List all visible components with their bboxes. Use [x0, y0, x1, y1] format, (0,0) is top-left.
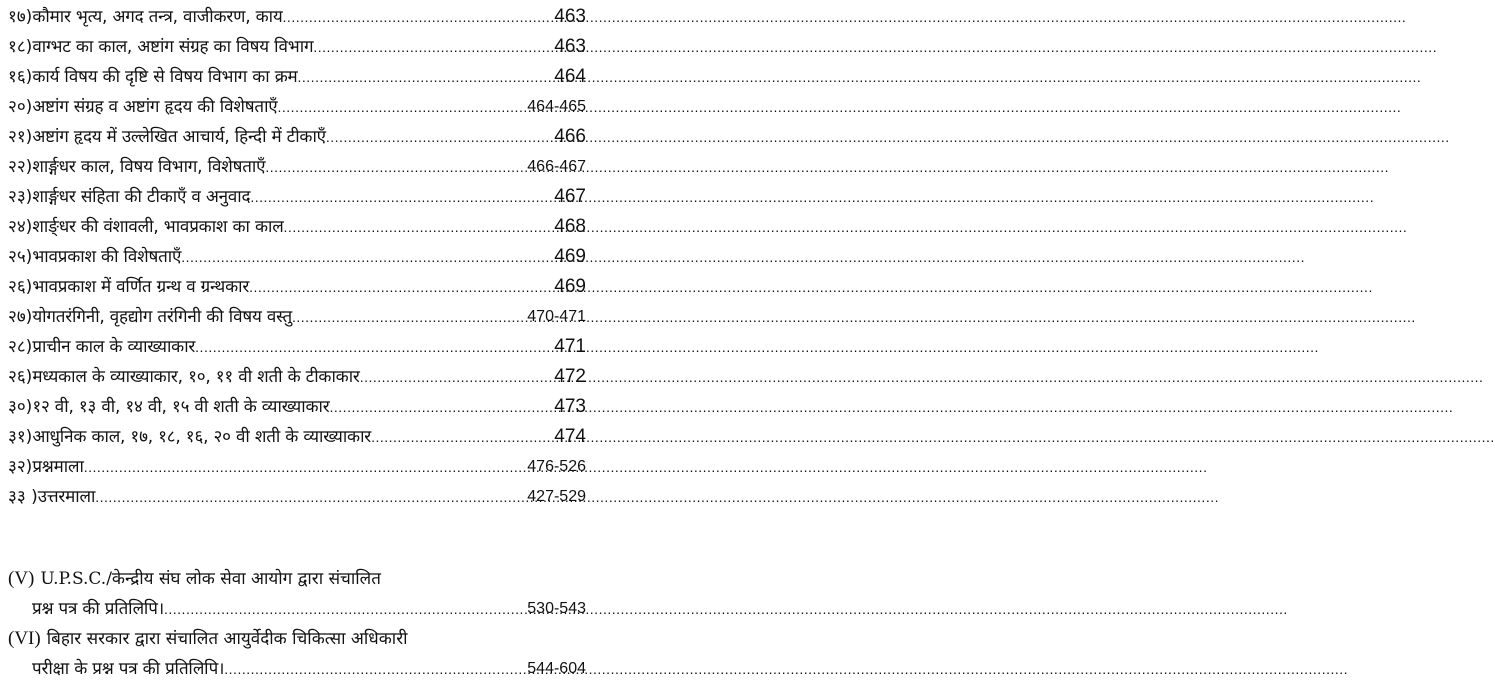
- dot-leader: [278, 96, 527, 118]
- toc-entry: [8, 30, 586, 58]
- entry-number: २६): [8, 367, 33, 387]
- toc-entry: [8, 420, 586, 448]
- appendix-title-line1: बिहार सरकार द्वारा संचालित आयुर्वेदीक चिकित्सा अधिकारी: [46, 629, 408, 649]
- entry-title: अष्टांग संग्रह व अष्टांग हृदय की विशेषताएँ: [32, 97, 278, 117]
- entry-title: १२ वी, १३ वी, १४ वी, १५ वी शती के व्याख्याकार: [32, 397, 330, 417]
- entry-number: २१): [8, 127, 33, 147]
- entry-title: शार्ङ्गधर काल, विषय विभाग, विशेषताएँ: [32, 157, 266, 177]
- dot-leader: [249, 276, 553, 298]
- entry-title: भावप्रकाश में वर्णित ग्रन्थ व ग्रन्थकार: [32, 277, 250, 297]
- entry-number: २४): [8, 217, 33, 237]
- dot-leader: [265, 156, 526, 178]
- entry-number: १७): [8, 7, 33, 27]
- entry-page: 427-529: [527, 488, 586, 505]
- appendix-number: (VI): [8, 628, 41, 649]
- entry-page: 463: [554, 36, 586, 57]
- dot-leader: [371, 426, 553, 448]
- entry-title: कौमार भृत्य, अगद तन्त्र, वाजीकरण, काय: [32, 7, 283, 27]
- appendix-subline: [8, 652, 586, 680]
- entry-page: 468: [554, 216, 586, 237]
- entry-title: अष्टांग हृदय में उल्लेखित आचार्य, हिन्दी में टीकाएँ: [32, 127, 326, 147]
- dot-leader: [181, 246, 553, 268]
- entry-page: 474: [554, 426, 586, 447]
- dot-leader: [326, 126, 553, 148]
- entry-page: 464: [554, 66, 586, 87]
- entry-page: 466: [554, 126, 586, 147]
- entry-page: 469: [554, 276, 586, 297]
- toc-entry: [8, 390, 586, 418]
- entry-page: 476-526: [527, 458, 586, 475]
- entry-title: कार्य विषय की दृष्टि से विषय विभाग का क्रम: [32, 67, 298, 87]
- entry-page: 466-467: [527, 158, 586, 175]
- appendix-entry: [8, 566, 586, 620]
- dot-leader: [298, 66, 554, 88]
- dot-leader: [84, 456, 527, 478]
- entry-page: 470-471: [527, 308, 586, 325]
- entry-page: 469: [554, 246, 586, 267]
- entry-page: 463: [554, 6, 586, 27]
- entry-number: १८): [8, 37, 33, 57]
- toc-entry: [8, 180, 586, 208]
- toc-entry: [8, 270, 586, 298]
- appendix-subline: [8, 592, 586, 620]
- dot-leader: [283, 6, 554, 28]
- dot-leader: [250, 186, 553, 208]
- toc-entry: [8, 150, 586, 178]
- entry-number: १६): [8, 67, 33, 87]
- appendix-entry: [8, 626, 586, 680]
- entry-page: 464-465: [527, 98, 586, 115]
- entry-number: २५): [8, 247, 33, 267]
- entry-number: ३३ ): [8, 487, 38, 507]
- dot-leader: [224, 658, 526, 680]
- appendix-heading: [8, 626, 586, 652]
- toc-entry: [8, 210, 586, 238]
- entry-page: 467: [554, 186, 586, 207]
- toc-entry: [8, 120, 586, 148]
- toc-entry: [8, 300, 586, 328]
- dot-leader: [195, 336, 553, 358]
- appendix-page: 530-543: [527, 600, 586, 617]
- appendix-page: 544-604: [527, 660, 586, 677]
- toc-entry: [8, 330, 586, 358]
- toc-entry: [8, 90, 586, 118]
- entry-title: शार्ङ्गधर संहिता की टीकाएँ व अनुवाद: [32, 187, 251, 207]
- dot-leader: [292, 306, 526, 328]
- entry-number: २६): [8, 277, 33, 297]
- entry-page: 471: [554, 336, 586, 357]
- entry-page: 472: [554, 366, 586, 387]
- dot-leader: [330, 396, 554, 418]
- entry-title: योगतरंगिनी, वृहद्योग तरंगिनी की विषय वस्तु: [32, 307, 292, 327]
- toc-entry: [8, 480, 586, 508]
- appendix-title-line1: U.P.S.C./केन्द्रीय संघ लोक सेवा आयोग द्वारा संचालित: [40, 569, 381, 589]
- entry-number: ३२): [8, 457, 33, 477]
- toc-entry: [8, 240, 586, 268]
- entry-title: प्राचीन काल के व्याख्याकार: [32, 337, 196, 357]
- toc-entry: [8, 450, 586, 478]
- toc-entry: [8, 0, 586, 28]
- entry-title: आधुनिक काल, १७, १८, १६, २० वी शती के व्याख्याकार: [32, 427, 372, 447]
- entry-title: शार्ङ्धर की वंशावली, भावप्रकाश का काल: [32, 217, 284, 237]
- entry-number: ३१): [8, 427, 33, 447]
- dot-leader: [164, 598, 526, 620]
- dot-leader: [313, 36, 553, 58]
- toc-entry: [8, 360, 586, 388]
- entry-title: वाग्भट का काल, अष्टांग संग्रह का विषय विभाग: [32, 37, 314, 57]
- entry-title: भावप्रकाश की विशेषताएँ: [32, 247, 182, 267]
- appendix-title-line2: प्रश्न पत्र की प्रतिलिपि।: [32, 599, 164, 619]
- dot-leader: [360, 366, 554, 388]
- toc-entry: [8, 60, 586, 88]
- appendix-heading: [8, 566, 586, 592]
- entry-number: २७): [8, 307, 33, 327]
- entry-number: २३): [8, 187, 33, 207]
- appendix-number: (V): [8, 568, 35, 589]
- appendix-title-line2: परीक्षा के प्रश्न पत्र की प्रतिलिपि।: [32, 659, 225, 679]
- entry-title: प्रश्नमाला: [32, 457, 84, 477]
- entry-number: २०): [8, 97, 33, 117]
- dot-leader: [95, 486, 526, 508]
- entry-number: ३०): [8, 397, 33, 417]
- entry-title: मध्यकाल के व्याख्याकार, १०, ११ वी शती के टीकाकार: [32, 367, 360, 387]
- entry-page: 473: [554, 396, 586, 417]
- entry-number: २२): [8, 157, 33, 177]
- entry-title: उत्तरमाला: [37, 487, 96, 507]
- dot-leader: [284, 216, 554, 238]
- entry-number: २८): [8, 337, 33, 357]
